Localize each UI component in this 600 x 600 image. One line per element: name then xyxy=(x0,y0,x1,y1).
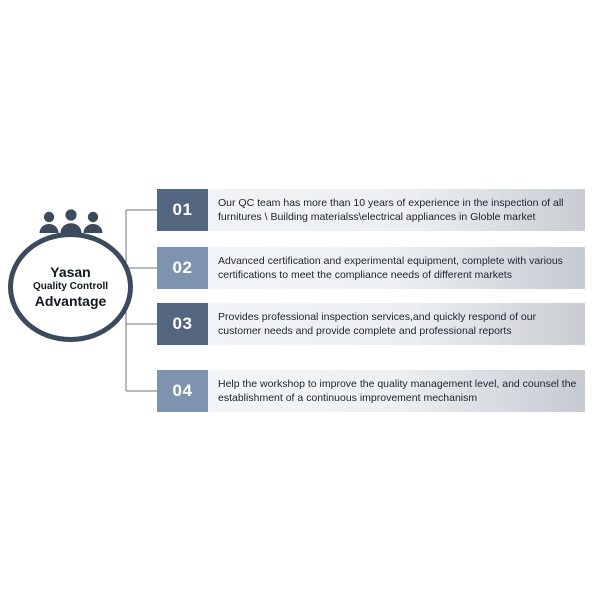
center-badge[interactable] xyxy=(8,232,133,342)
people-group-icon xyxy=(36,209,106,235)
item-number-badge: 04 xyxy=(157,370,208,412)
badge-title-line1: Yasan xyxy=(50,264,91,280)
item-description: Advanced certification and experimental equipment, complete with various certifications to meet the compliance needs of different markets xyxy=(208,247,585,289)
list-item[interactable] xyxy=(157,247,585,289)
item-description: Provides professional inspection services,and quickly respond of our customer needs and provide complete and professional reports xyxy=(208,303,585,345)
badge-title-line3: Advantage xyxy=(34,293,107,309)
list-item[interactable] xyxy=(157,303,585,345)
item-number-badge: 02 xyxy=(157,247,208,289)
list-item[interactable] xyxy=(157,370,585,412)
item-description: Help the workshop to improve the quality management level, and counsel the establishment of a continuous improvement mechanism xyxy=(208,370,585,412)
badge-title-line2: Quality Controll xyxy=(33,281,108,292)
item-description: Our QC team has more than 10 years of experience in the inspection of all furnitures \ Building materialss\electrical appliances in Globle market xyxy=(208,189,585,231)
item-number-badge: 03 xyxy=(157,303,208,345)
list-item[interactable] xyxy=(157,189,585,231)
item-number-badge: 01 xyxy=(157,189,208,231)
